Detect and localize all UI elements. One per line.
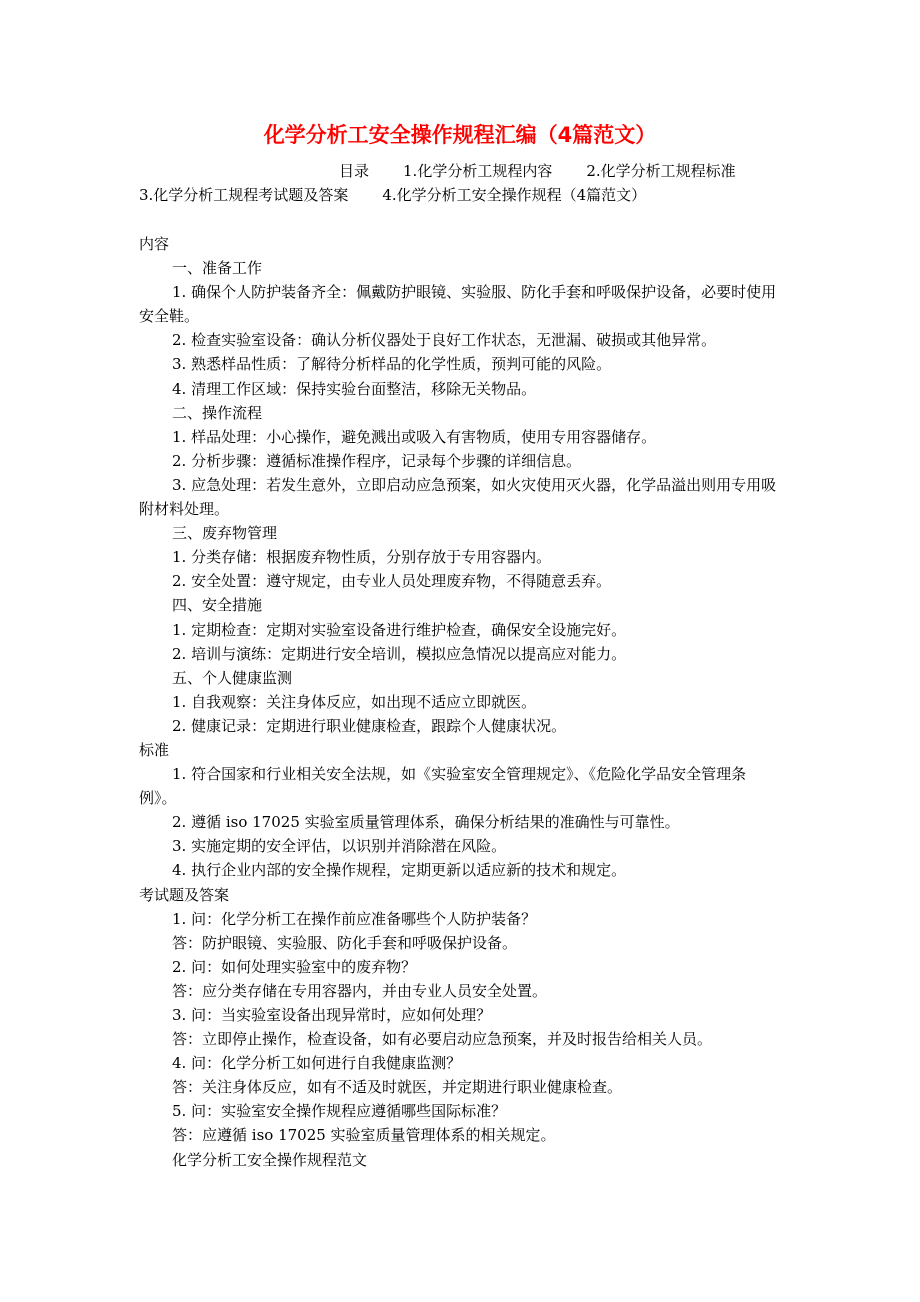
document-title: 化学分析工安全操作规程汇编（4篇范文） [263, 123, 657, 147]
paragraph: 1. 样品处理：小心操作，避免溅出或吸入有害物质，使用专用容器储存。 [172, 427, 657, 446]
subsection-heading: 二、操作流程 [172, 403, 263, 422]
paragraph: 1. 确保个人防护装备齐全：佩戴防护眼镜、实验服、防化手套和呼吸保护设备，必要时使用安全鞋。 [139, 283, 777, 326]
paragraph: 1. 分类存储：根据废弃物性质，分别存放于专用容器内。 [172, 548, 552, 567]
paragraph: 2. 健康记录：定期进行职业健康检查，跟踪个人健康状况。 [172, 716, 567, 735]
question: 4. 问：化学分析工如何进行自我健康监测？ [172, 1054, 462, 1073]
paragraph: 1. 定期检查：定期对实验室设备进行维护检查，确保安全设施完好。 [172, 620, 627, 639]
question: 3. 问：当实验室设备出现异常时，应如何处理？ [172, 1006, 492, 1024]
paragraph: 2. 分析步骤：遵循标准操作程序，记录每个步骤的详细信息。 [172, 451, 582, 470]
answer: 答：应遵循 iso 17025 实验室质量管理体系的相关规定。 [172, 1126, 556, 1145]
toc-line-1 [339, 160, 736, 182]
section-heading-sample: 化学分析工安全操作规程范文 [172, 1150, 368, 1169]
paragraph: 4. 清理工作区域：保持实验台面整洁，移除无关物品。 [172, 379, 537, 398]
answer: 答：关注身体反应，如有不适及时就医，并定期进行职业健康检查。 [172, 1078, 623, 1097]
paragraph: 2. 培训与演练：定期进行安全培训，模拟应急情况以提高应对能力。 [172, 644, 627, 663]
subsection-heading: 四、安全措施 [172, 596, 263, 615]
section-heading-content: 内容 [139, 235, 170, 253]
paragraph: 1. 符合国家和行业相关安全法规，如《实验室安全管理规定》、《危险化学品安全管理条例》。 [139, 765, 747, 808]
toc-item-1[interactable]: 1.化学分析工规程内容 [403, 162, 553, 180]
question: 1. 问：化学分析工在操作前应准备哪些个人防护装备？ [172, 909, 537, 928]
paragraph: 2. 遵循 iso 17025 实验室质量管理体系，确保分析结果的准确性与可靠性。 [172, 813, 680, 832]
section-heading-exam: 考试题及答案 [139, 885, 230, 904]
subsection-heading: 一、准备工作 [172, 259, 263, 278]
subsection-heading: 三、废弃物管理 [172, 524, 278, 543]
subsection-heading: 五、个人健康监测 [172, 668, 293, 687]
section-heading-standards: 标准 [139, 740, 170, 759]
toc-item-3[interactable]: 3.化学分析工规程考试题及答案 [139, 186, 349, 204]
paragraph: 4. 执行企业内部的安全操作规程，定期更新以适应新的技术和规定。 [172, 861, 627, 880]
document-body [139, 232, 783, 1172]
toc-item-4[interactable]: 4.化学分析工安全操作规程（4篇范文） [382, 186, 647, 204]
paragraph: 2. 安全处置：遵守规定，由专业人员处理废弃物，不得随意丢弃。 [172, 572, 612, 591]
question: 2. 问：如何处理实验室中的废弃物？ [172, 957, 417, 976]
paragraph: 3. 应急处理：若发生意外，立即启动应急预案，如火灾使用灭火器，化学品溢出则用专用吸附材料处理。 [139, 475, 777, 519]
paragraph: 2. 检查实验室设备：确认分析仪器处于良好工作状态，无泄漏、破损或其他异常。 [172, 331, 717, 350]
answer: 答：立即停止操作，检查设备，如有必要启动应急预案，并及时报告给相关人员。 [172, 1030, 713, 1049]
toc-line-2 [139, 184, 646, 206]
toc-label: 目录 [339, 162, 370, 180]
answer: 答：应分类存储在专用容器内，并由专业人员安全处置。 [172, 981, 548, 1000]
question: 5. 问：实验室安全操作规程应遵循哪些国际标准？ [172, 1102, 507, 1121]
paragraph: 3. 熟悉样品性质：了解待分析样品的化学性质，预判可能的风险。 [172, 355, 612, 374]
paragraph: 1. 自我观察：关注身体反应，如出现不适应立即就医。 [172, 692, 537, 711]
toc-item-2[interactable]: 2.化学分析工规程标准 [586, 162, 736, 180]
answer: 答：防护眼镜、实验服、防化手套和呼吸保护设备。 [172, 933, 518, 952]
paragraph: 3. 实施定期的安全评估，以识别并消除潜在风险。 [172, 837, 507, 856]
